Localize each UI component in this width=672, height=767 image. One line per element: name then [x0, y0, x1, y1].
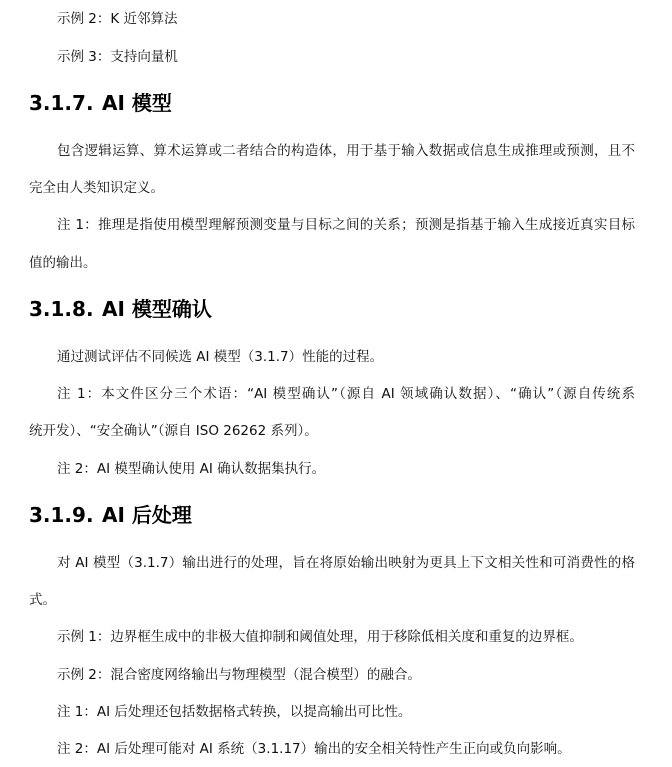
section-heading-3-1-7 — [29, 90, 172, 116]
example-2: 示例 2：混合密度网络输出与物理模型（混合模型）的融合。 — [57, 667, 421, 683]
example-3-svm: 示例 3：支持向量机 — [57, 49, 178, 65]
definition-line-1: 包含逻辑运算、算术运算或二者结合的构造体，用于基于输入数据或信息生成推理或预测，且不 — [57, 143, 635, 159]
note-1-line-1: 注 1：推理是指使用模型理解预测变量与目标之间的关系；预测是指基于输入生成接近真实目标 — [57, 217, 635, 233]
section-number: 3.1.8. — [29, 297, 94, 321]
section-number: 3.1.9. — [29, 503, 94, 527]
note-1-line-2: 值的输出。 — [29, 255, 97, 271]
section-heading-3-1-8 — [29, 296, 212, 322]
note-2: 注 2：AI 后处理可能对 AI 系统（3.1.17）输出的安全相关特性产生正向或负向影响。 — [57, 741, 571, 757]
section-number: 3.1.7. — [29, 91, 94, 115]
note-1-line-1: 注 1：本文件区分三个术语：“AI 模型确认”（源自 AI 领域确认数据）、“确认”（源自传统系 — [57, 386, 635, 402]
note-1-line-2: 统开发）、“安全确认”（源自 ISO 26262 系列）。 — [29, 423, 318, 439]
section-title: AI 模型确认 — [102, 297, 212, 321]
example-1: 示例 1：边界框生成中的非极大值抑制和阈值处理，用于移除低相关度和重复的边界框。 — [57, 629, 583, 645]
section-heading-3-1-9 — [29, 502, 192, 528]
definition-line-1: 对 AI 模型（3.1.7）输出进行的处理，旨在将原始输出映射为更具上下文相关性和可消费性的格 — [57, 555, 635, 571]
section-title: AI 模型 — [102, 91, 172, 115]
section-title: AI 后处理 — [102, 503, 192, 527]
example-2-knn: 示例 2：K 近邻算法 — [57, 11, 178, 27]
definition-line-2: 完全由人类知识定义。 — [29, 180, 164, 196]
note-2: 注 2：AI 模型确认使用 AI 确认数据集执行。 — [57, 461, 326, 477]
note-1: 注 1：AI 后处理还包括数据格式转换，以提高输出可比性。 — [57, 704, 412, 720]
definition: 通过测试评估不同候选 AI 模型（3.1.7）性能的过程。 — [57, 349, 384, 365]
definition-line-2: 式。 — [29, 592, 56, 608]
